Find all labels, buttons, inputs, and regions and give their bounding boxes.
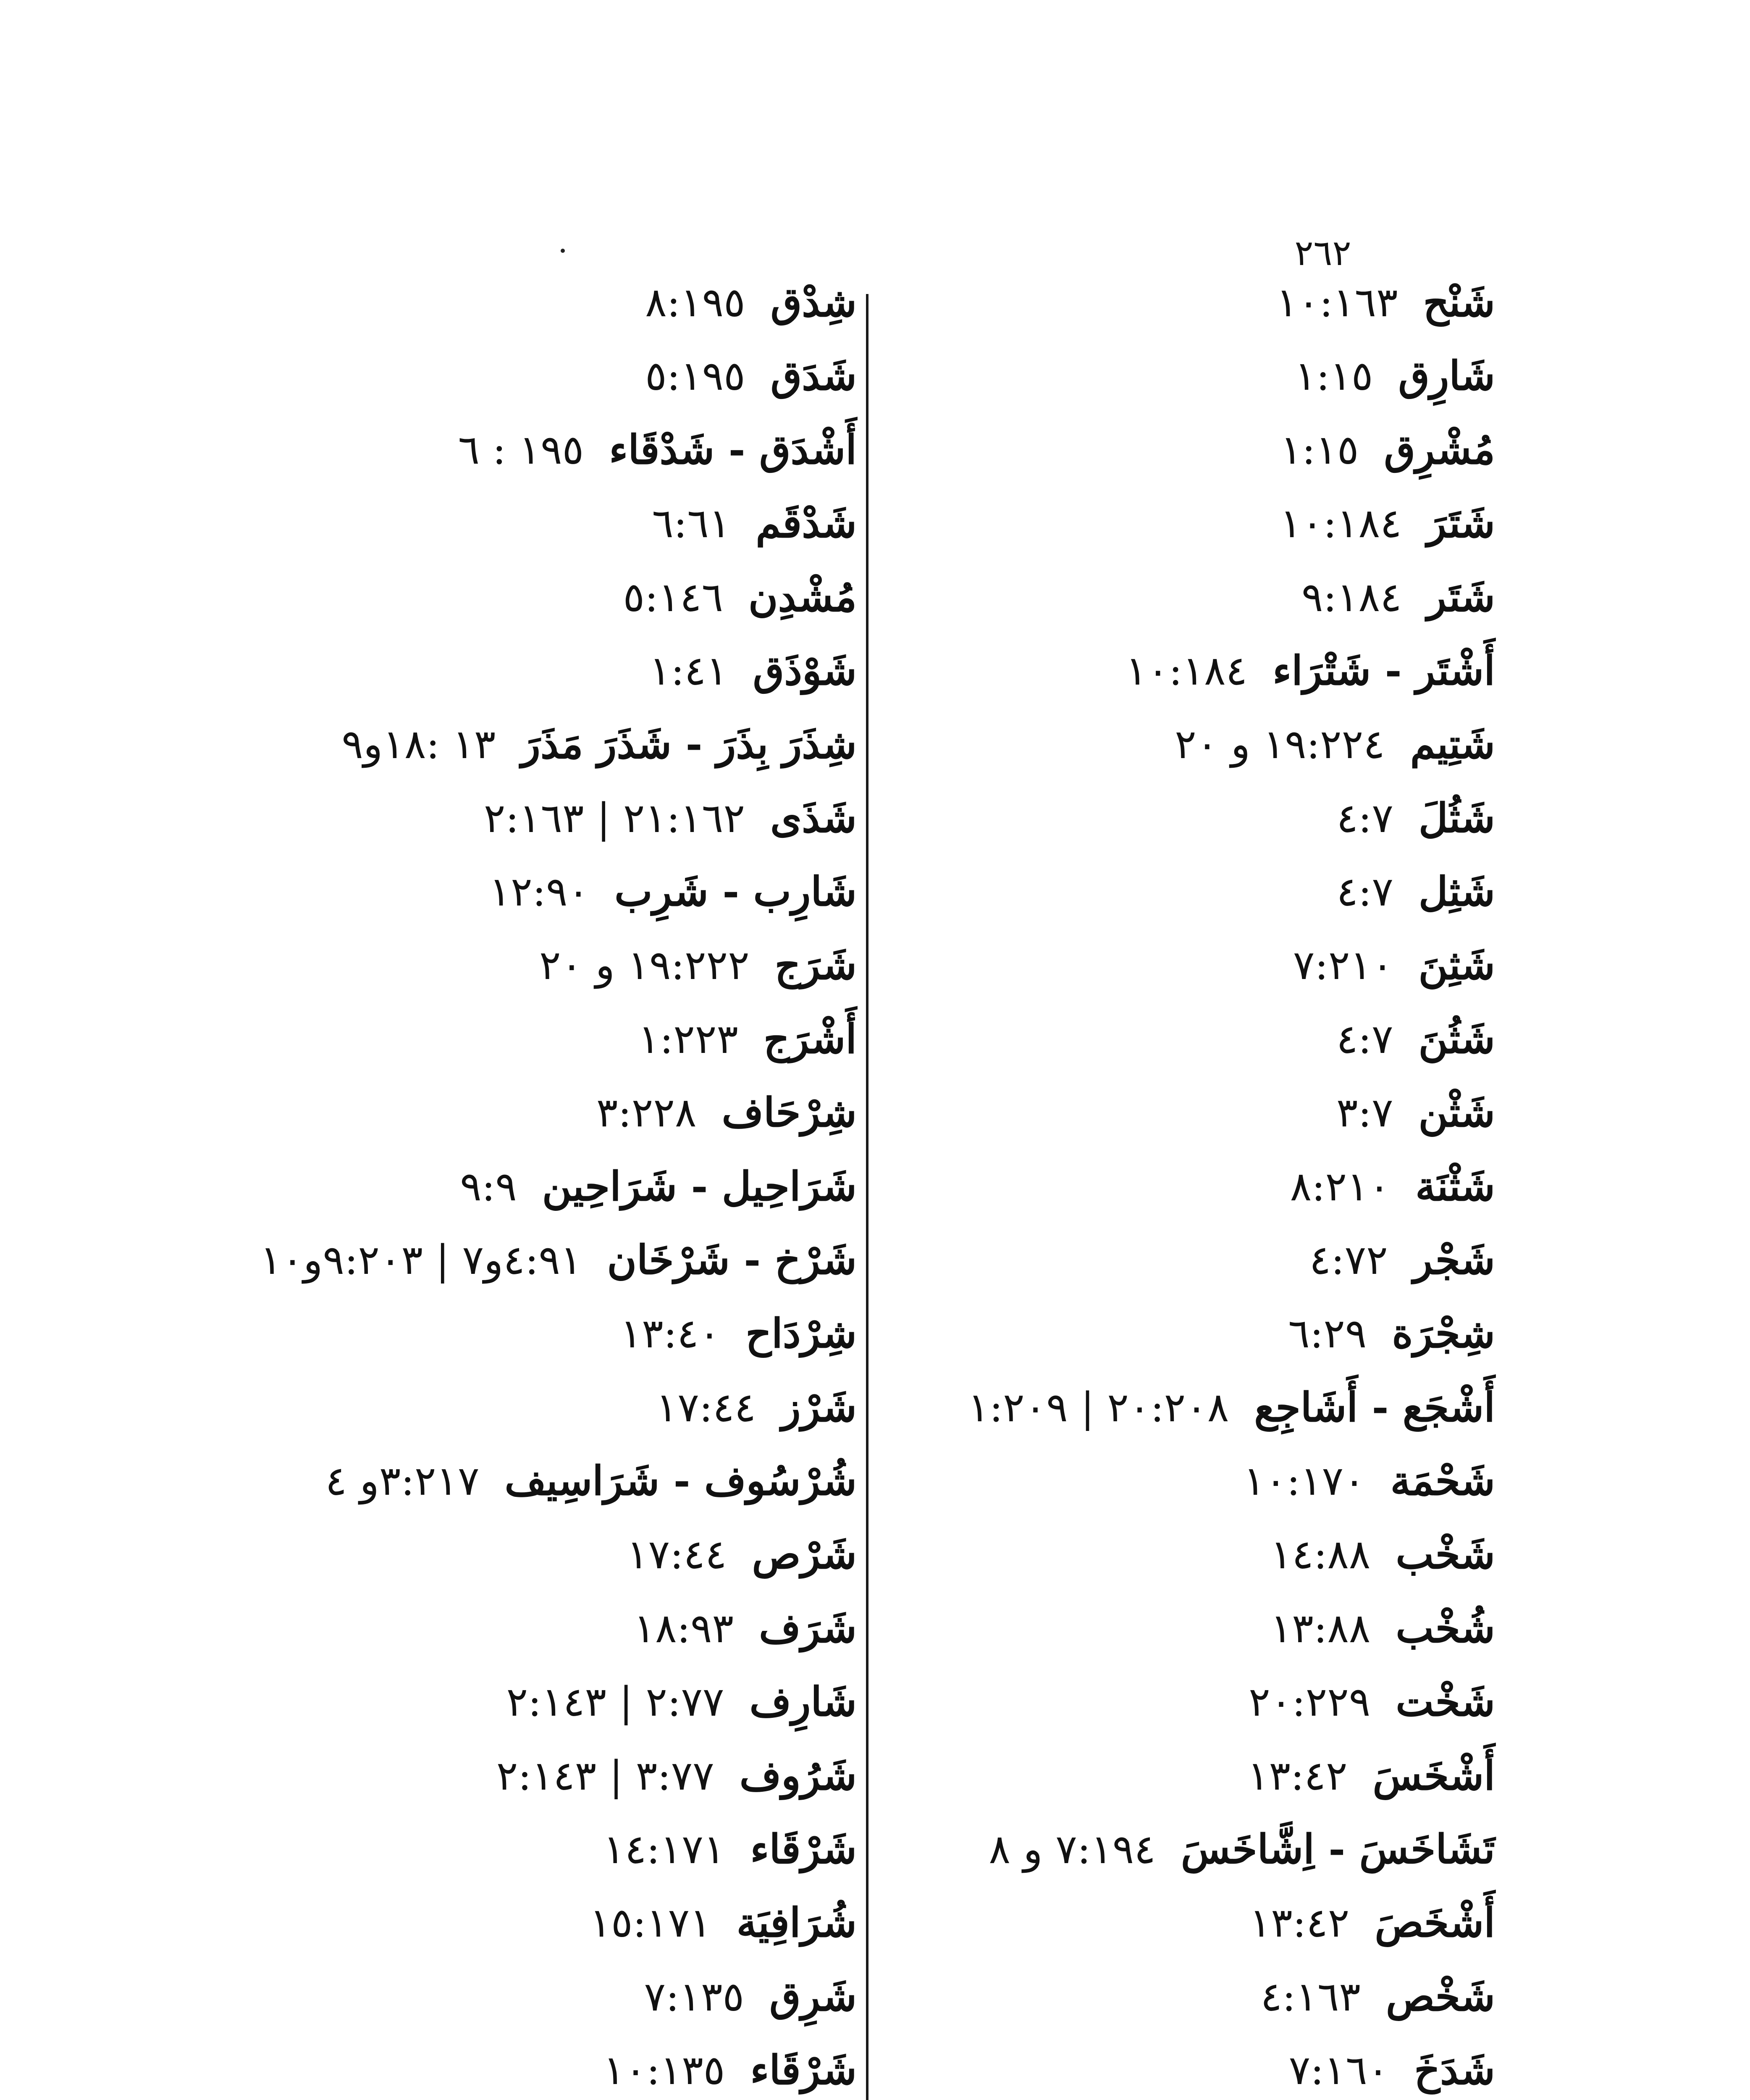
index-entry	[185, 1087, 857, 1138]
index-entry	[185, 351, 857, 401]
entry-reference: ١٠:١٦٣	[1276, 279, 1398, 326]
index-entry	[874, 498, 1495, 549]
index-entry	[185, 1382, 857, 1433]
entry-reference: ١٣:٤٢	[1249, 1899, 1350, 1947]
entry-reference: ١:٢٢٣	[638, 1015, 738, 1063]
entry-reference: ١٧:٤٤	[656, 1383, 756, 1431]
index-entry	[874, 1161, 1495, 1212]
entry-reference: ٢١:١٦٢ | ٢:١٦٣	[483, 794, 745, 842]
entry-term: شَرْقَاء	[750, 2046, 857, 2094]
entry-term: شَخْت	[1396, 1678, 1495, 1726]
entry-term: تَشَاخَسَ - اِشَّاخَسَ	[1181, 1825, 1495, 1873]
entry-term: شَارِب - شَرِب	[614, 868, 857, 915]
entry-reference: ١:١٥	[1294, 352, 1373, 400]
entry-term: شَنْح	[1423, 278, 1495, 326]
index-entry	[874, 572, 1495, 622]
entry-reference: ٢٠:٢٠٨ | ١:٢٠٩	[968, 1383, 1229, 1431]
index-entry	[185, 1308, 857, 1359]
entry-term: شَثْنَة	[1415, 1162, 1495, 1210]
entry-term: أَشْخَصَ	[1375, 1899, 1495, 1947]
entry-reference: ٩:١٨٤	[1301, 573, 1402, 621]
entry-reference: ١:١٥	[1280, 426, 1359, 473]
entry-term: شَرَج	[774, 941, 857, 989]
entry-term: أَشْتَر - شَتْرَاء	[1272, 646, 1495, 694]
entry-reference: ١٣:٨٨	[1270, 1604, 1371, 1652]
entry-reference: ١:٤١	[649, 647, 728, 694]
entry-reference: ٦:٢٩	[1288, 1310, 1367, 1357]
entry-reference: ٤:١٦٣	[1260, 1973, 1361, 2020]
entry-reference: ١٣:٤٠	[620, 1310, 721, 1357]
entry-reference: ٤:٧٢	[1309, 1236, 1388, 1284]
entry-term: شَثُلَ	[1418, 794, 1495, 842]
index-entry	[874, 1087, 1495, 1138]
entry-term: شَدْقَم	[756, 499, 857, 547]
index-entry	[874, 1235, 1495, 1285]
entry-term: شَتَر	[1427, 573, 1495, 621]
index-entry	[185, 277, 857, 328]
index-entry	[185, 425, 857, 475]
entry-term: شَذَى	[770, 794, 857, 842]
entry-reference: ١٧:٤٤	[626, 1531, 727, 1578]
entry-term: شَرْص	[752, 1530, 857, 1578]
entry-reference: ٤:٩١و٧ | ٩:٢٠٣و١٠	[260, 1236, 582, 1284]
entry-term: شَثْن	[1418, 1089, 1495, 1137]
index-entry	[185, 793, 857, 843]
index-entry	[185, 572, 857, 622]
index-entry	[874, 719, 1495, 769]
entry-term: مُشْدِن	[748, 573, 857, 621]
entry-term: شِدْق	[770, 278, 857, 326]
entry-term: شَتَرَ	[1427, 499, 1495, 547]
index-entry	[874, 2045, 1495, 2095]
index-entry	[185, 498, 857, 549]
entry-term: شَارِق	[1398, 352, 1495, 400]
print-speck	[561, 249, 565, 253]
entry-term: شَثِل	[1418, 868, 1495, 915]
index-entry	[874, 1603, 1495, 1654]
entry-reference: ١٩٥ : ٦	[458, 426, 584, 473]
entry-reference: ٨:١٩٥	[645, 279, 745, 326]
index-entry	[874, 1456, 1495, 1506]
entry-term: شَرِق	[769, 1972, 857, 2020]
index-entry	[185, 940, 857, 990]
column-divider	[866, 294, 868, 2100]
entry-term: شِذَرَ بِذَرَ - شَذَرَ مَذَرَ	[521, 720, 857, 768]
entry-reference: ٦:٦١	[652, 500, 731, 547]
index-entry	[874, 1971, 1495, 2022]
entry-term: شَخْب	[1396, 1530, 1495, 1578]
index-entry	[185, 1677, 857, 1727]
entry-term: شَوْذَق	[753, 646, 857, 694]
index-entry	[185, 1898, 857, 1948]
entry-reference: ٧:١٩٤ و ٨	[989, 1825, 1156, 1873]
entry-reference: ١٠:١٧٠	[1243, 1457, 1365, 1504]
index-entry	[874, 1898, 1495, 1948]
index-entry	[874, 1014, 1495, 1064]
entry-reference: ١٠:١٣٥	[603, 2047, 725, 2094]
entry-reference: ٧:٢١٠	[1293, 942, 1393, 989]
index-entry	[874, 1677, 1495, 1727]
index-entry	[874, 793, 1495, 843]
entry-reference: ١٠:١٨٤	[1280, 500, 1402, 547]
entry-reference: ٧:١٦٠	[1288, 2047, 1389, 2094]
index-entry	[874, 277, 1495, 328]
entry-reference: ١٤:٨٨	[1270, 1531, 1371, 1578]
entry-term: شَرَف	[759, 1604, 857, 1652]
entry-reference: ١٤:١٧١	[603, 1825, 725, 1873]
index-entry	[874, 1824, 1495, 1874]
index-entry	[185, 646, 857, 696]
entry-term: مُشْرِق	[1384, 425, 1495, 473]
entry-reference: ١٠:١٨٤	[1125, 647, 1248, 694]
entry-term: شَدَخَ	[1414, 2046, 1495, 2094]
entry-reference: ٢:٧٧ | ٢:١٤٣	[506, 1678, 724, 1726]
entry-reference: ٣:٧٧ | ٢:١٤٣	[496, 1752, 714, 1799]
entry-term: شَرْخ - شَرْخَان	[607, 1236, 857, 1284]
index-entry	[185, 1603, 857, 1654]
index-entry	[185, 1456, 857, 1506]
entry-term: شَتِيم	[1410, 720, 1495, 768]
entry-reference: ٧:١٣٥	[644, 1973, 745, 2020]
entry-term: أَشْجَع - أَشَاجِع	[1254, 1383, 1495, 1431]
index-entry	[185, 1014, 857, 1064]
entry-term: شَجْر	[1413, 1236, 1495, 1284]
entry-term: أَشْخَسَ	[1372, 1751, 1495, 1799]
index-entry	[874, 1308, 1495, 1359]
entry-reference: ٣:٧	[1336, 1089, 1393, 1137]
entry-term: أَشْرَج	[763, 1015, 857, 1063]
entry-reference: ٥:١٩٥	[645, 352, 745, 400]
entry-reference: ٨:٢١٠	[1290, 1163, 1391, 1210]
entry-term: شَدَق	[770, 352, 857, 400]
entry-term: شِجْرَة	[1392, 1310, 1495, 1357]
index-entry	[874, 1529, 1495, 1580]
index-entry	[185, 1529, 857, 1580]
entry-term: شَثِنَ	[1418, 941, 1495, 989]
entry-reference: ٤:٧	[1336, 868, 1393, 915]
index-entry	[185, 1235, 857, 1285]
entry-term: شَخْص	[1385, 1972, 1495, 2020]
entry-reference: ١٥:١٧١	[589, 1899, 711, 1947]
entry-term: شَحْمَة	[1390, 1457, 1495, 1504]
index-entry	[185, 1971, 857, 2022]
index-entry	[874, 425, 1495, 475]
entry-term: شُرْسُوف - شَرَاسِيف	[504, 1457, 857, 1504]
index-entry	[874, 646, 1495, 696]
entry-reference: ٥:١٤٦	[623, 573, 724, 621]
entry-reference: ١٣:٤٢	[1247, 1752, 1348, 1799]
entry-reference: ١٩:٢٢٢ و ٢٠	[539, 942, 750, 989]
index-entry	[874, 940, 1495, 990]
entry-term: شَرْقَاء	[750, 1825, 857, 1873]
entry-reference: ٤:٧	[1336, 794, 1393, 842]
entry-reference: ٣:٢٢٨	[596, 1089, 697, 1137]
left-index-column	[185, 277, 857, 2100]
entry-term: شَرَاحِيل - شَرَاحِين	[542, 1162, 857, 1210]
entry-term: شَارِف	[749, 1678, 857, 1726]
index-entry	[185, 1824, 857, 1874]
entry-term: أَشْدَق - شَدْقَاء	[609, 425, 857, 473]
entry-reference: ٩:٩	[460, 1163, 517, 1210]
entry-reference: ١٨:٩٣	[633, 1604, 734, 1652]
page-number: ٢٦٢	[1294, 232, 1351, 273]
entry-reference: ١٢:٩٠	[489, 868, 590, 915]
index-entry	[874, 1751, 1495, 1801]
entry-reference: ٤:٧	[1336, 1015, 1393, 1063]
entry-term: شُرَافِيَة	[736, 1899, 857, 1947]
entry-term: شَرُوف	[739, 1751, 857, 1799]
entry-term: شِرْحَاف	[722, 1089, 857, 1137]
right-index-column	[874, 277, 1495, 2100]
entry-term: شَرْز	[781, 1383, 857, 1431]
index-entry	[185, 866, 857, 917]
entry-reference: ٣:٢١٧و ٤	[325, 1457, 480, 1504]
index-entry	[185, 1161, 857, 1212]
index-entry	[874, 1382, 1495, 1433]
entry-reference: ٢٠:٢٢٩	[1249, 1678, 1371, 1726]
entry-term: شُخْب	[1396, 1604, 1495, 1652]
entry-term: شَثُنَ	[1418, 1015, 1495, 1063]
entry-reference: ١٣ :١٨و٩	[341, 721, 496, 768]
entry-term: شِرْدَاح	[745, 1310, 857, 1357]
index-entry	[185, 1751, 857, 1801]
entry-reference: ١٩:٢٢٤ و ٢٠	[1175, 721, 1385, 768]
index-entry	[874, 866, 1495, 917]
index-entry	[185, 2045, 857, 2095]
index-entry	[874, 351, 1495, 401]
index-entry	[185, 719, 857, 769]
